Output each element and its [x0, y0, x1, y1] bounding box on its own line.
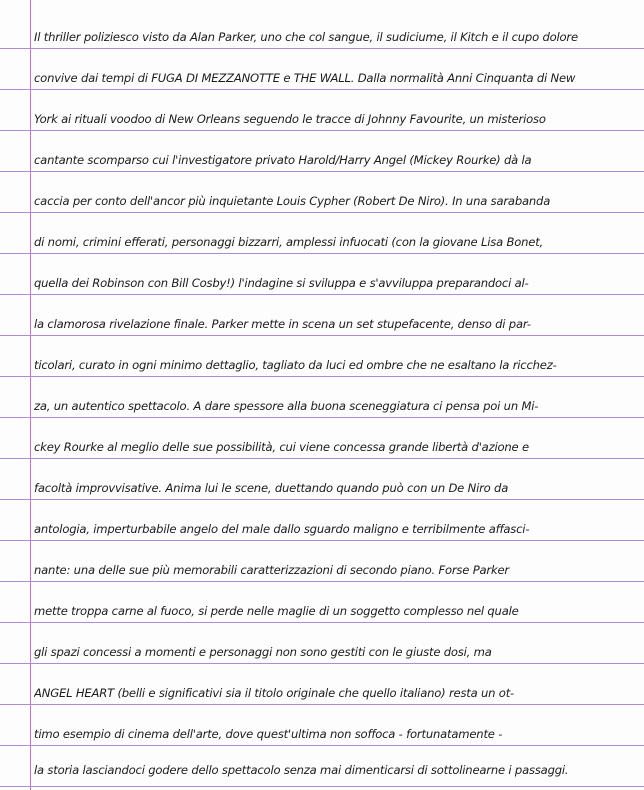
text-line: timo esempio di cinema dell'arte, dove quest'ultima non soffoca - fortunatamente - [34, 727, 503, 741]
text-line: cantante scomparso cui l'investigatore privato Harold/Harry Angel (Mickey Rourke) dà la [34, 153, 532, 167]
text-line: gli spazi concessi a momenti e personaggi non sono gestiti con le giuste dosi, ma [34, 645, 492, 659]
text-line: antologia, imperturbabile angelo del male dallo sguardo maligno e terribilmente affasci- [34, 522, 530, 536]
rule-line [0, 786, 644, 787]
text-line: York ai rituali voodoo di New Orleans seguendo le tracce di Johnny Favourite, un misterioso [34, 112, 546, 126]
text-line: quella dei Robinson con Bill Cosby!) l'indagine si sviluppa e s'avviluppa preparandoci al- [34, 276, 529, 290]
text-line: caccia per conto dell'ancor più inquietante Louis Cypher (Robert De Niro). In una sarabanda [34, 194, 551, 208]
text-line: mette troppa carne al fuoco, si perde nelle maglie di un soggetto complesso nel quale [34, 604, 519, 618]
text-line: nante: una delle sue più memorabili caratterizzazioni di secondo piano. Forse Parker [34, 563, 509, 577]
text-line: Il thriller poliziesco visto da Alan Parker, uno che col sangue, il sudiciume, il Kitch e il cupo dolore [34, 30, 578, 44]
text-line: ANGEL HEART (belli e significativi sia il titolo originale che quello italiano) resta un ot- [34, 686, 515, 700]
text-line: ckey Rourke al meglio delle sue possibilità, cui viene concessa grande libertà d'azione e [34, 440, 529, 454]
text-line: di nomi, crimini efferati, personaggi bizzarri, amplessi infuocati (con la giovane Lisa Bonet, [34, 235, 544, 249]
text-line: ticolari, curato in ogni minimo dettaglio, tagliato da luci ed ombre che ne esaltano la ricchez- [34, 358, 557, 372]
text-line: la clamorosa rivelazione finale. Parker mette in scena un set stupefacente, denso di par- [34, 317, 531, 331]
text-line: za, un autentico spettacolo. A dare spessore alla buona sceneggiatura ci pensa poi un Mi- [34, 399, 539, 413]
text-line: la storia lasciandoci godere dello spettacolo senza mai dimenticarsi di sottolinearne i passaggi. [34, 763, 569, 777]
margin-line [30, 0, 31, 790]
text-line: convive dai tempi di FUGA DI MEZZANOTTE e THE WALL. Dalla normalità Anni Cinquanta di New [34, 71, 576, 85]
text-line: facoltà improvvisative. Anima lui le scene, duettando quando può con un De Niro da [34, 481, 509, 495]
